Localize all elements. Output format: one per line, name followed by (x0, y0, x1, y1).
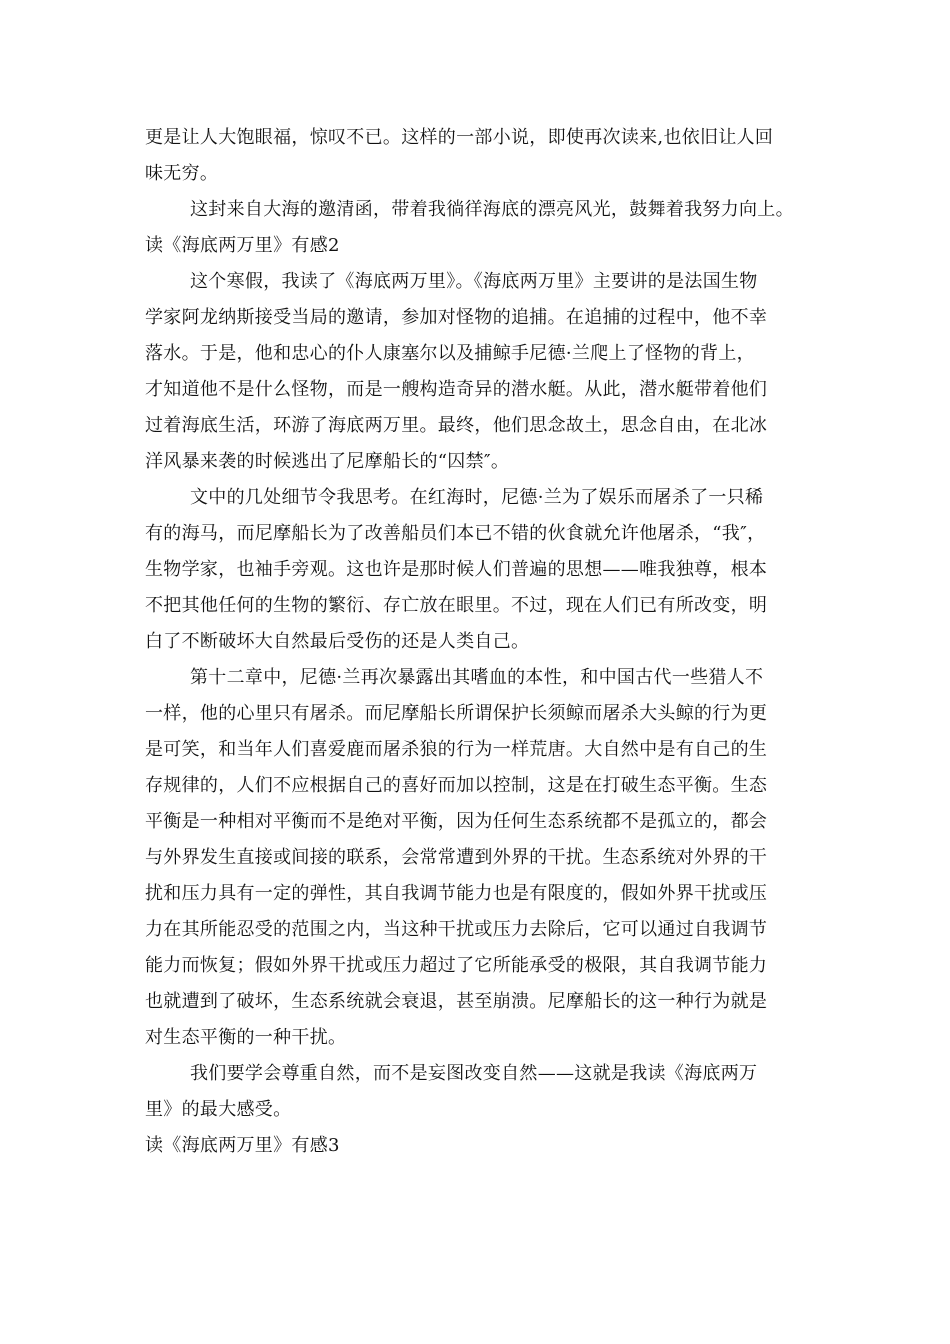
text-line: 是可笑，和当年人们喜爱鹿而屠杀狼的行为一样荒唐。大自然中是有自己的生 (145, 739, 768, 760)
text-line: 力在其所能忍受的范围之内，当这种干扰或压力去除后，它可以通过自我调节 (145, 919, 768, 940)
text-line: 也就遭到了破坏，生态系统就会衰退，甚至崩溃。尼摩船长的这一种行为就是 (145, 991, 768, 1012)
text-line: 生物学家，也袖手旁观。这也许是那时候人们普遍的思想——唯我独尊，根本 (145, 559, 768, 580)
text-line: 文中的几处细节令我思考。在红海时，尼德·兰为了娱乐而屠杀了一只稀 (190, 487, 764, 508)
text-line: 味无穷。 (145, 163, 219, 184)
text-line: 这个寒假，我读了《海底两万里》。《海底两万里》主要讲的是法国生物 (190, 271, 758, 292)
text-line: 更是让人大饱眼福，惊叹不已。这样的一部小说，即使再次读来,也依旧让人回 (145, 127, 774, 148)
text-line: 扰和压力具有一定的弹性，其自我调节能力也是有限度的，假如外界干扰或压 (145, 883, 768, 904)
text-line: 有的海马，而尼摩船长为了改善船员们本已不错的伙食就允许他屠杀，“我″， (145, 523, 766, 544)
text-line: 能力而恢复；假如外界干扰或压力超过了它所能承受的极限，其自我调节能力 (145, 955, 768, 976)
text-line: 平衡是一种相对平衡而不是绝对平衡，因为任何生态系统都不是孤立的，都会 (145, 811, 768, 832)
text-line: 学家阿龙纳斯接受当局的邀请，参加对怪物的追捕。在追捕的过程中，他不幸 (145, 307, 768, 328)
text-line: 洋风暴来袭的时候逃出了尼摩船长的“囚禁″。 (145, 451, 510, 472)
text-line: 才知道他不是什么怪物，而是一艘构造奇异的潜水艇。从此，潜水艇带着他们 (145, 379, 768, 400)
text-line: 第十二章中，尼德·兰再次暴露出其嗜血的本性，和中国古代一些猎人不 (190, 667, 764, 688)
text-line: 对生态平衡的一种干扰。 (145, 1027, 347, 1048)
text-line: 不把其他任何的生物的繁衍、存亡放在眼里。不过，现在人们已有所改变，明 (145, 595, 768, 616)
text-line: 里》的最大感受。 (145, 1099, 292, 1120)
text-line: 这封来自大海的邀清函，带着我徜徉海底的漂亮风光，鼓舞着我努力向上。 (190, 199, 794, 220)
text-line: 存规律的，人们不应根据自己的喜好而加以控制，这是在打破生态平衡。生态 (145, 775, 768, 796)
text-line: 一样，他的心里只有屠杀。而尼摩船长所谓保护长须鲸而屠杀大头鲸的行为更 (145, 703, 768, 724)
section-heading: 读《海底两万里》有感2 (145, 235, 340, 256)
text-line: 我们要学会尊重自然，而不是妄图改变自然——这就是我读《海底两万 (190, 1063, 758, 1084)
text-line: 白了不断破坏大自然最后受伤的还是人类自己。 (145, 631, 530, 652)
section-heading: 读《海底两万里》有感3 (145, 1135, 340, 1156)
text-line: 与外界发生直接或间接的联系，会常常遭到外界的干扰。生态系统对外界的干 (145, 847, 768, 868)
text-line: 落水。于是，他和忠心的仆人康塞尔以及捕鲸手尼德·兰爬上了怪物的背上， (145, 343, 755, 364)
text-line: 过着海底生活，环游了海底两万里。最终，他们思念故土，思念自由，在北冰 (145, 415, 768, 436)
